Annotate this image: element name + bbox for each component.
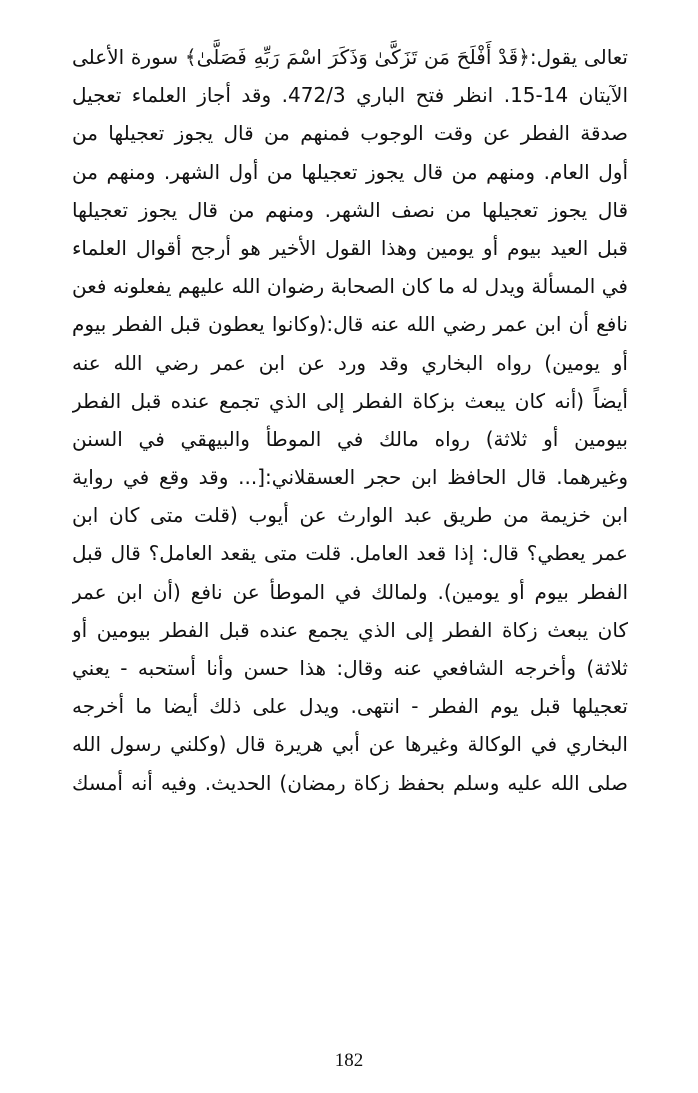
text-line-8: نافع أن ابن عمر رضي الله عنه قال:(وكانوا يعطون قبل الفطر بيوم <box>72 312 628 337</box>
text-line-17: ثلاثة) وأخرجه الشافعي عنه وقال: هذا حسن وأنا أستحبه - يعني <box>72 656 628 680</box>
text-line-9: أو يومين) رواه البخاري وقد ورد عن ابن عمر رضي الله عنه <box>72 350 628 375</box>
text-line-16: كان يبعث زكاة الفطر إلى الذي يجمع عنده قبل الفطر بيومين أو <box>72 617 628 642</box>
text-line-14: عمر يعطي؟ قال: إذا قعد العامل. قلت متى يقعد العامل؟ قال قبل <box>72 541 628 566</box>
text-line-1: تعالى يقول:﴿قَدْ أَفْلَحَ مَن تَزَكَّىٰ وَذَكَرَ اسْمَ رَبِّهِ فَصَلَّىٰ﴾ سورة الأعلى <box>72 45 628 69</box>
text-line-11: بيومين أو ثلاثة) رواه مالك في الموطأ والبيهقي في السنن <box>72 426 628 451</box>
text-line-10: أيضاً (أنه كان يبعث بزكاة الفطر إلى الذي تجمع عنده قبل الفطر <box>72 388 628 413</box>
text-line-18: تعجيلها قبل يوم الفطر - انتهى. ويدل على ذلك أيضا ما أخرجه <box>72 694 628 719</box>
text-line-12: وغيرهما. قال الحافظ ابن حجر العسقلاني:[... وقد وقع في رواية <box>72 465 628 490</box>
text-line-13: ابن خزيمة من طريق عبد الوارث عن أيوب (قلت متى كان ابن <box>72 503 628 528</box>
text-line-5: قال يجوز تعجيلها من نصف الشهر. ومنهم من قال يجوز تعجيلها <box>72 197 628 222</box>
text-line-6: قبل العيد بيوم أو يومين وهذا القول الأخير هو أرجح أقوال العلماء <box>72 235 628 260</box>
text-line-3: صدقة الفطر عن وقت الوجوب فمنهم من قال يجوز تعجيلها من <box>72 121 628 146</box>
body-text <box>72 38 628 802</box>
text-line-15: الفطر بيوم أو يومين). ولمالك في الموطأ عن نافع (أن ابن عمر <box>72 579 628 604</box>
text-line-19: البخاري في الوكالة وغيرها عن أبي هريرة قال (وكلني رسول الله <box>72 732 628 757</box>
text-line-4: أول العام. ومنهم من قال يجوز تعجيلها من أول الشهر. ومنهم من <box>72 159 628 184</box>
text-line-2: الآيتان 14-15. انظر فتح الباري 472/3. وقد أجاز العلماء تعجيل <box>72 83 628 108</box>
text-line-20: صلى الله عليه وسلم بحفظ زكاة رمضان) الحديث. وفيه أنه أمسك <box>72 770 628 795</box>
text-line-7: في المسألة ويدل له ما كان الصحابة رضوان الله عليهم يفعلونه فعن <box>72 274 628 299</box>
page-number: 182 <box>334 1050 364 1071</box>
